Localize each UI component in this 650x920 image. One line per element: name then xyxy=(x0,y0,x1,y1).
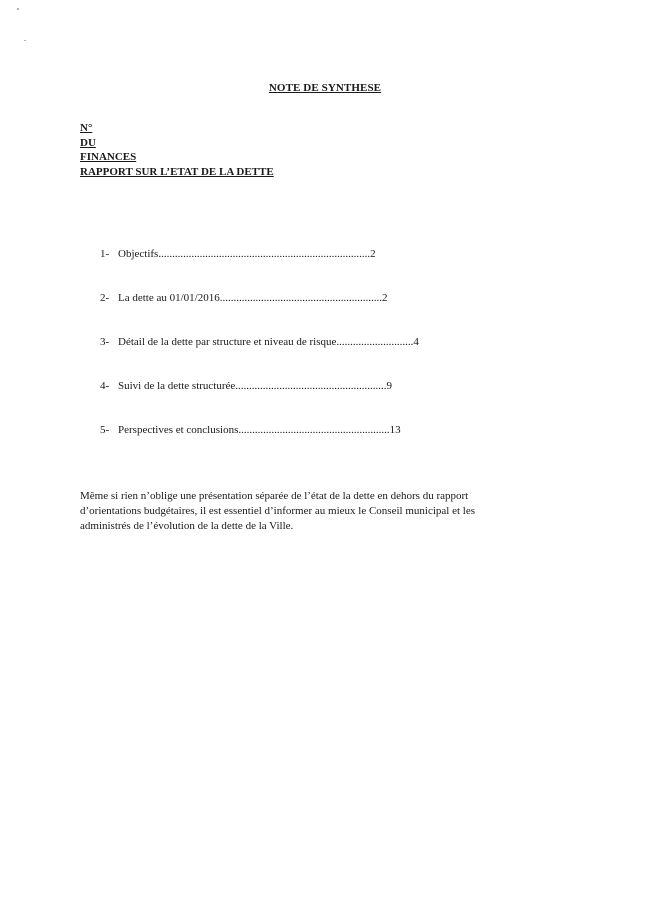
toc-item xyxy=(100,248,500,262)
toc-item-text: Objectifs.............................................................................2 xyxy=(118,248,376,260)
toc-item xyxy=(100,380,500,394)
header-number: N° xyxy=(80,122,93,134)
document-header xyxy=(80,121,274,179)
toc-item-text: Détail de la dette par structure et niveau de risque............................4 xyxy=(118,336,419,348)
intro-paragraph: Même si rien n’oblige une présentation séparée de l’état de la dette en dehors du rapport d’orientations budgétaires, il est essentiel d’informer au mieux le Conseil municipal et les administrés de l’évolution de la dette de la Ville. xyxy=(80,490,475,532)
toc-item-number: 5- xyxy=(100,424,110,436)
page-title: NOTE DE SYNTHESE xyxy=(268,82,382,94)
header-date: DU xyxy=(80,136,96,149)
toc-item xyxy=(100,292,500,306)
header-department: FINANCES xyxy=(80,151,137,163)
toc-item-text: Perspectives et conclusions.......................................................13 xyxy=(118,424,401,436)
scan-speck xyxy=(17,8,19,10)
table-of-contents xyxy=(100,248,500,468)
scan-speck xyxy=(24,40,26,41)
toc-item-number: 2- xyxy=(100,292,110,304)
toc-item-number: 3- xyxy=(100,336,110,348)
toc-item-text: Suivi de la dette structurée.......................................................9 xyxy=(118,380,393,392)
toc-item xyxy=(100,336,500,350)
toc-item-number: 4- xyxy=(100,380,110,392)
header-subject: RAPPORT SUR L’ETAT DE LA DETTE xyxy=(80,165,274,178)
toc-item-text: La dette au 01/01/2016...........................................................2 xyxy=(118,292,388,304)
toc-item-number: 1- xyxy=(100,248,110,260)
toc-item xyxy=(100,424,500,438)
